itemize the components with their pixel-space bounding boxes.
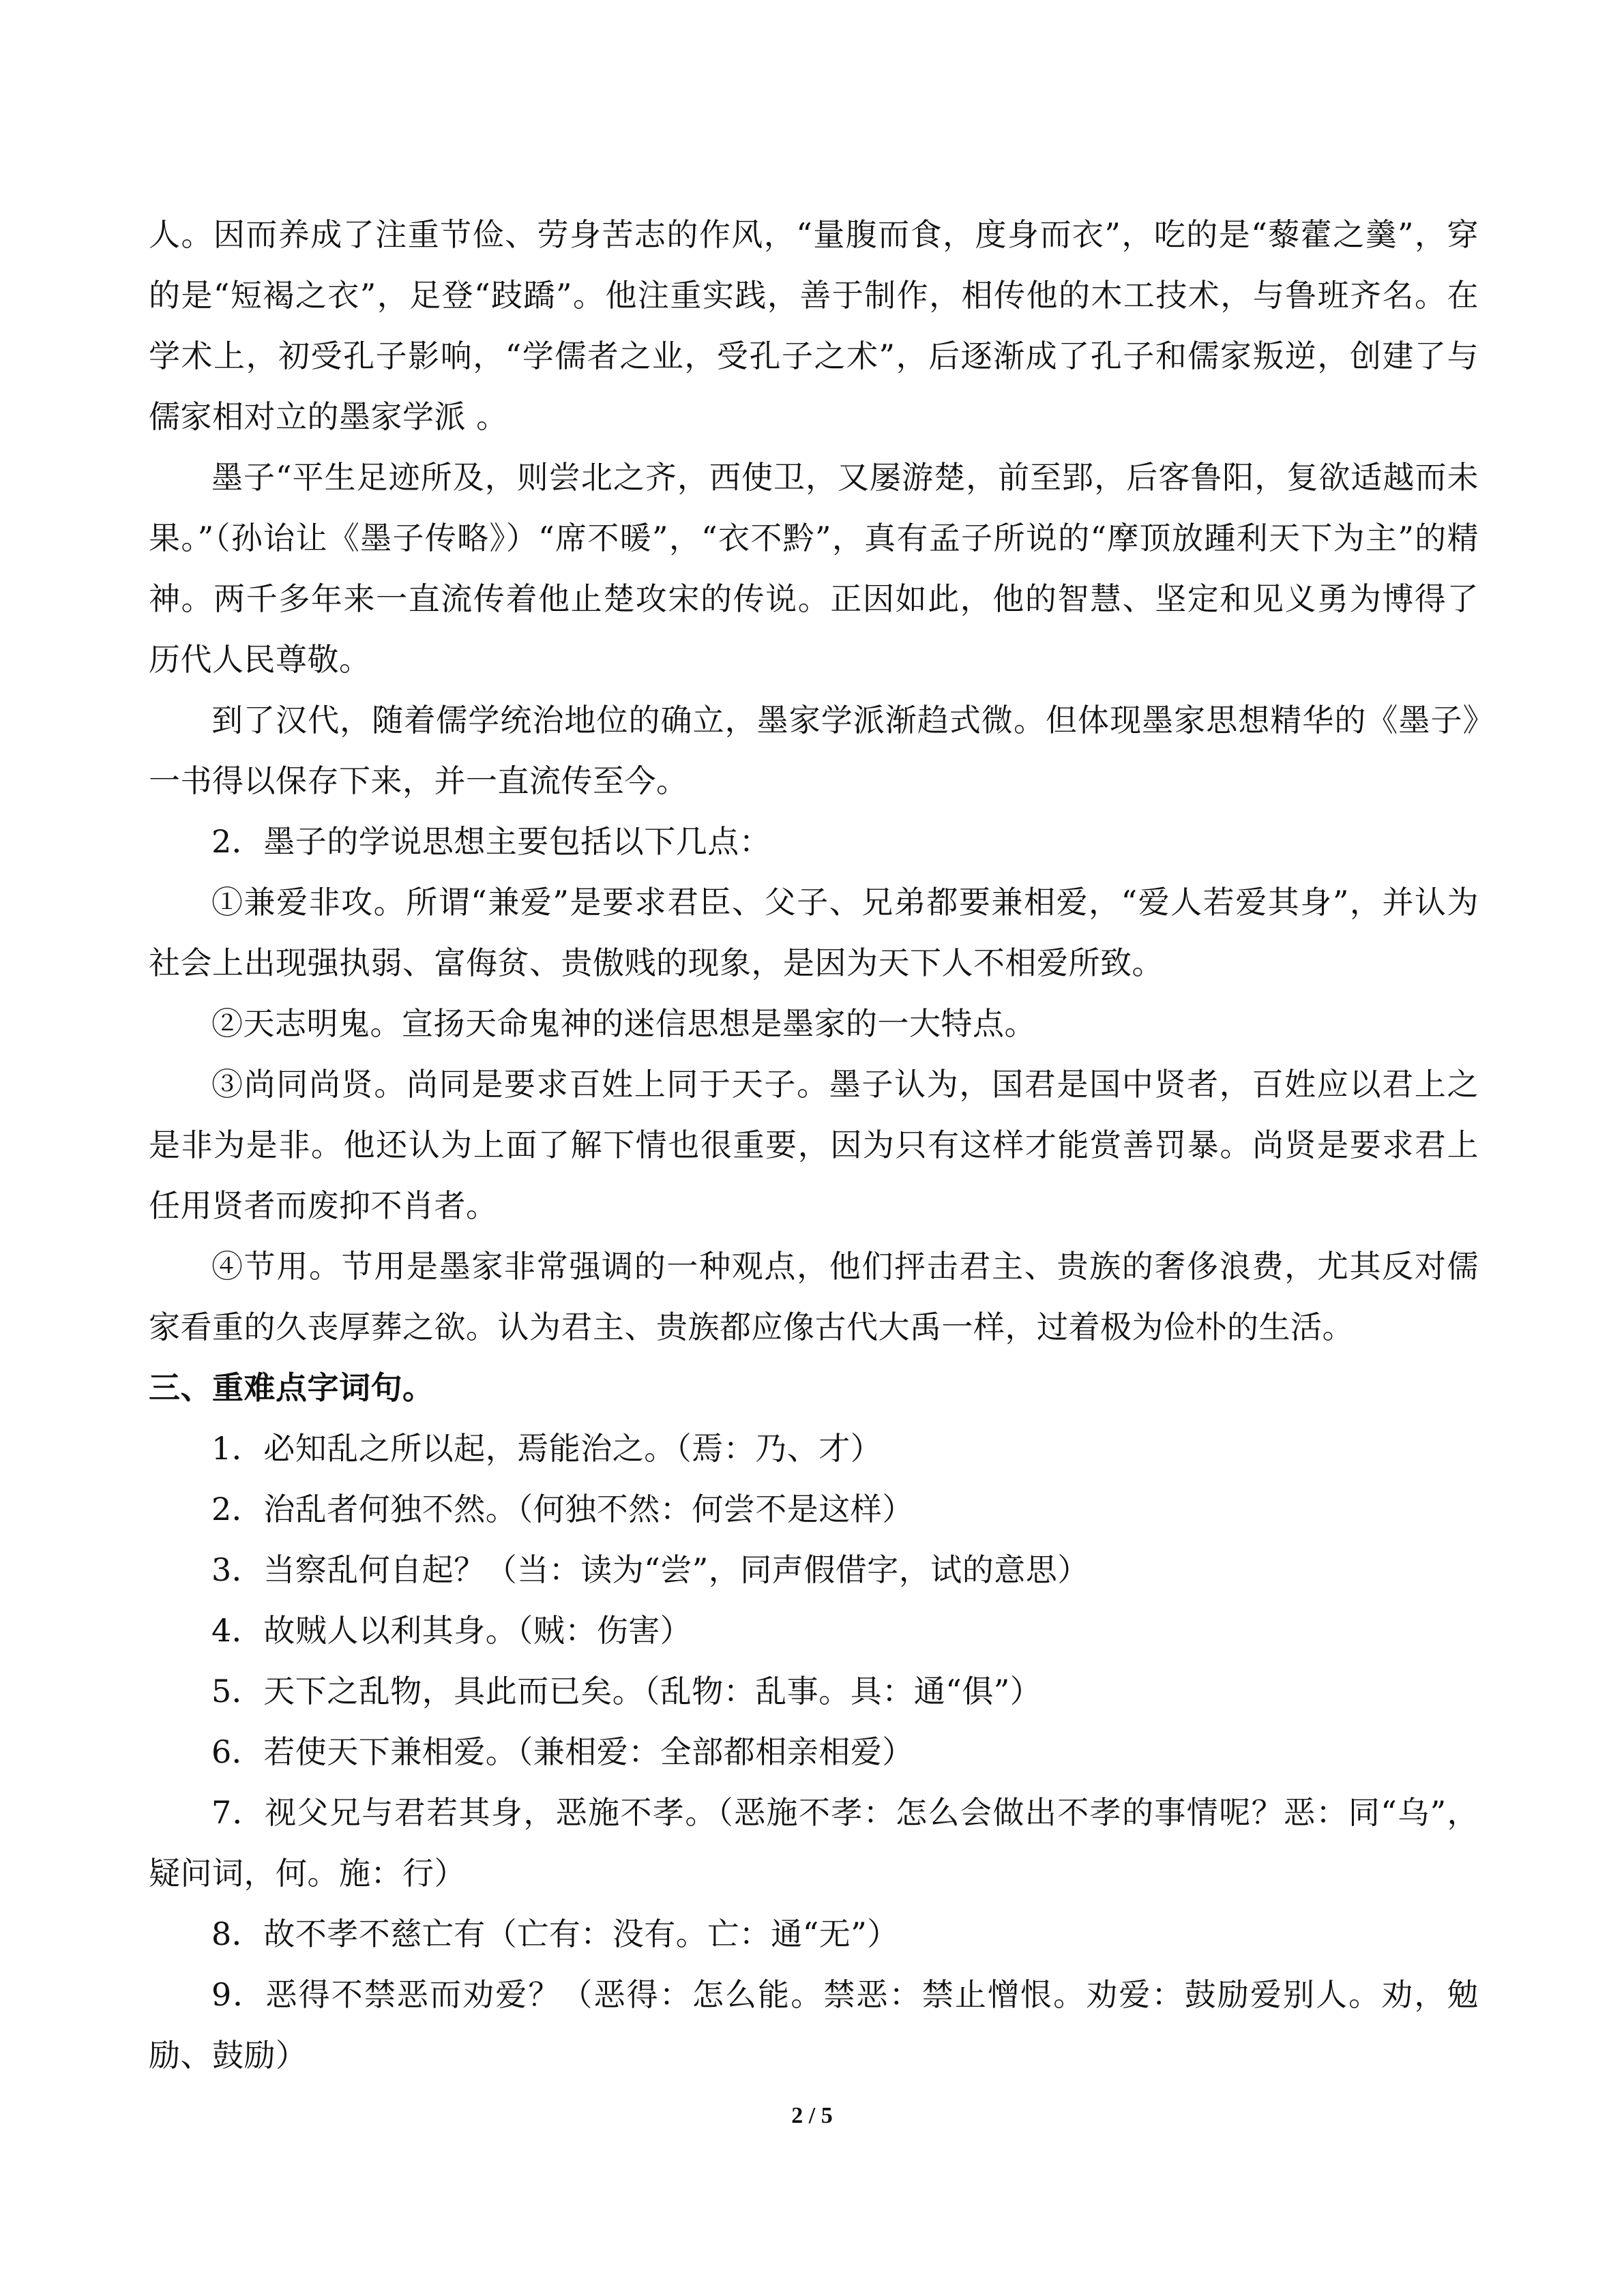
paragraph-han-dynasty: 到了汉代，随着儒学统治地位的确立，墨家学派渐趋式微。但体现墨家思想精华的《墨子》一书得以保存下来，并一直流传至今。	[149, 702, 1479, 799]
paragraph-point-4: ④节用。节用是墨家非常强调的一种观点，他们抨击君主、贵族的奢侈浪费，尤其反对儒家看重的久丧厚葬之欲。认为君主、贵族都应像古代大禹一样，过着极为俭朴的生活。	[149, 1248, 1479, 1345]
paragraph-mozi-travels: 墨子“平生足迹所及，则尝北之齐，西使卫，又屡游楚，前至郢，后客鲁阳，复欲适越而未果。”（孙诒让《墨子传略》）“席不暖”，“衣不黔”，真有孟子所说的“摩顶放踵利天下为主”的精神。两千多年来一直流传着他止楚攻宋的传说。正因如此，他的智慧、坚定和见义勇为博得了历代人民尊敬。	[149, 459, 1479, 678]
list-item: 3．当察乱何自起？（当：读为“尝”，同声假借字，试的意思）	[211, 1551, 1089, 1588]
list-item: 5．天下之乱物，具此而已矣。（乱物：乱事。具：通“俱”）	[211, 1673, 1042, 1710]
paragraph-point-2: ②天志明鬼。宣扬天命鬼神的迷信思想是墨家的一大特点。	[211, 1005, 1036, 1042]
list-item: 2．治乱者何独不然。（何独不然：何尝不是这样）	[211, 1491, 914, 1527]
paragraph-point-3: ③尚同尚贤。尚同是要求百姓上同于天子。墨子认为，国君是国中贤者，百姓应以君上之是非为是非。他还认为上面了解下情也很重要，因为只有这样才能赏善罚暴。尚贤是要求君上任用贤者而废抑不肖者。	[149, 1066, 1479, 1224]
paragraph-thought-intro: 2．墨子的学说思想主要包括以下几点：	[211, 823, 771, 860]
section-heading: 三、重难点字词句。	[149, 1369, 434, 1406]
document-body	[149, 205, 1479, 2086]
list-item: 8．故不孝不慈亡有（亡有：没有。亡：通“无”）	[211, 1915, 899, 1952]
paragraph-continuation: 人。因而养成了注重节俭、劳身苦志的作风，“量腹而食，度身而衣”，吃的是“藜藿之羹”，穿的是“短褐之衣”，足登“跂蹻”。他注重实践，善于制作，相传他的木工技术，与鲁班齐名。在学术上，初受孔子影响，“学儒者之业，受孔子之术”，后逐渐成了孔子和儒家叛逆，创建了与儒家相对立的墨家学派 。	[149, 216, 1479, 435]
list-item: 9．恶得不禁恶而劝爱？（恶得：怎么能。禁恶：禁止憎恨。劝爱：鼓励爱别人。劝，勉励、鼓励）	[149, 1976, 1479, 2074]
list-item: 6．若使天下兼相爱。（兼相爱：全部都相亲相爱）	[211, 1733, 914, 1770]
list-item: 1．必知乱之所以起，焉能治之。（焉：乃、才）	[211, 1430, 883, 1467]
list-item: 7．视父兄与君若其身，恶施不孝。（恶施不孝：怎么会做出不孝的事情呢？恶：同“乌”，疑问词，何。施：行）	[149, 1794, 1479, 1892]
page-number: 2 / 5	[791, 2103, 833, 2128]
paragraph-point-1: ①兼爱非攻。所谓“兼爱”是要求君臣、父子、兄弟都要兼相爱，“爱人若爱其身”，并认为社会上出现强执弱、富侮贫、贵傲贱的现象，是因为天下人不相爱所致。	[149, 884, 1479, 981]
list-item: 4．故贼人以利其身。（贼：伤害）	[211, 1612, 692, 1649]
